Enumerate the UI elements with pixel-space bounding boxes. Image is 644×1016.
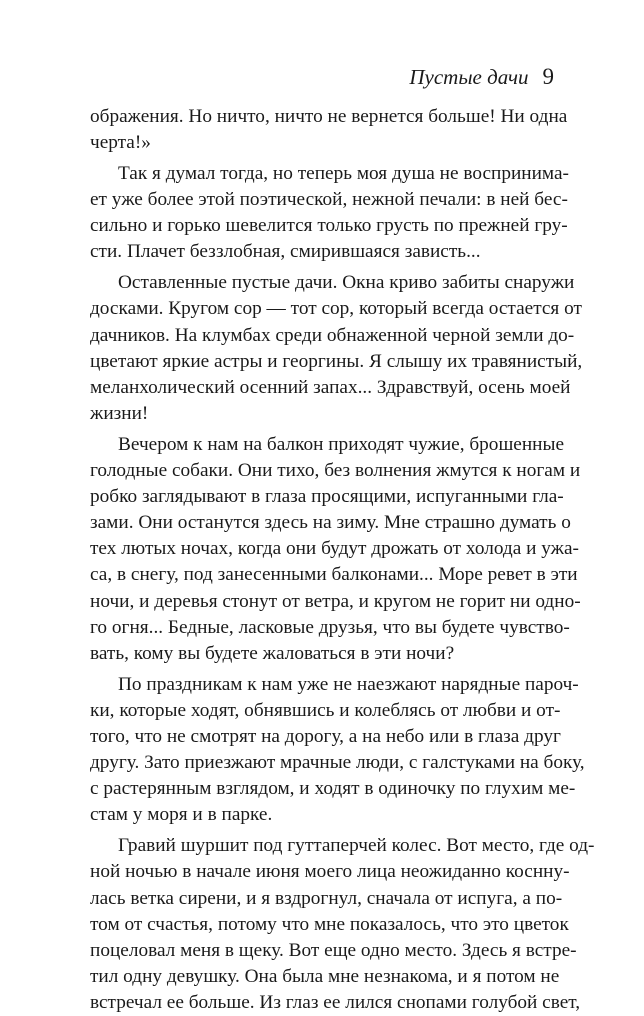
text-line: лась ветка сирени, и я вздрогнул, сначала от испуга, а по- <box>90 887 563 909</box>
text-line: тех лютых ночах, когда они будут дрожать от холода и ужа- <box>90 538 579 560</box>
text-line: вать, кому вы будете жаловаться в эти ночи? <box>90 642 455 664</box>
text-line: черта!» <box>90 132 151 154</box>
text-line: робко заглядывают в глаза просящими, испуганными гла- <box>90 486 564 508</box>
text-line: меланхолический осенний запах... Здравствуй, осень моей <box>90 376 571 398</box>
text-line: досками. Кругом сор — тот сор, который всегда остается от <box>90 298 582 320</box>
text-line: зами. Они останутся здесь на зиму. Мне страшно думать о <box>90 512 571 534</box>
paragraph <box>90 161 569 266</box>
text-line: цветают яркие астры и георгины. Я слышу их травянистый, <box>90 350 583 372</box>
running-head <box>409 64 554 94</box>
running-title: Пустые дачи <box>409 65 529 89</box>
body-text <box>90 104 595 1016</box>
text-line: сти. Плачет беззлобная, смирившаяся зависть... <box>90 241 481 263</box>
text-line: ночи, и деревья стонут от ветра, и кругом не горит ни одно- <box>90 590 581 612</box>
text-line: дачников. На клумбах среди обнаженной черной земли до- <box>90 324 575 346</box>
paragraph <box>90 270 583 427</box>
text-line: жизни! <box>90 402 149 424</box>
text-line: Оставленные пустые дачи. Окна криво забиты снаружи <box>118 272 575 294</box>
text-line: Вечером к нам на балкон приходят чужие, брошенные <box>118 433 564 455</box>
paragraph <box>90 104 568 156</box>
text-line: том от счастья, потому что мне показалось, что это цветок <box>90 913 569 935</box>
text-line: го огня... Бедные, ласковые друзья, что вы будете чувство- <box>90 616 570 638</box>
text-line: тил одну девушку. Она была мне незнакома, и я потом не <box>90 965 560 987</box>
text-line: того, что не смотрят на дорогу, а на небо или в глаза друг <box>90 725 561 747</box>
text-line: с растерянным взглядом, и ходят в одиночку по глухим ме- <box>90 778 576 800</box>
text-line: Так я думал тогда, но теперь моя душа не воспринима- <box>118 162 569 184</box>
text-line: стам у моря и в парке. <box>90 804 273 826</box>
text-line: Гравий шуршит под гуттаперчей колес. Вот место, где од- <box>118 835 595 857</box>
text-line: По праздникам к нам уже не наезжают нарядные пароч- <box>118 673 579 695</box>
text-line: голодные собаки. Они тихо, без волнения жмутся к ногам и <box>90 459 581 481</box>
paragraph <box>90 833 595 1016</box>
paragraph <box>90 432 581 667</box>
text-line: ображения. Но ничто, ничто не вернется больше! Ни одна <box>90 106 568 127</box>
page-number: 9 <box>542 64 554 89</box>
text-line: другу. Зато приезжают мрачные люди, с галстуками на боку, <box>90 752 585 774</box>
text-line: сильно и горько шевелится только грусть по прежней гру- <box>90 215 568 237</box>
text-line: ки, которые ходят, обнявшись и колеблясь от любви и от- <box>90 699 561 721</box>
text-line: са, в снегу, под занесенными балконами... Море ревет в эти <box>90 564 578 586</box>
paragraph <box>90 672 585 829</box>
text-line: ет уже более этой поэтической, нежной печали: в ней бес- <box>90 189 568 211</box>
text-line: ной ночью в начале июня моего лица неожиданно коснну- <box>90 861 570 883</box>
text-line: поцеловал меня в щеку. Вот еще одно место. Здесь я встре- <box>90 939 577 961</box>
text-line: встречал ее больше. Из глаз ее лился снопами голубой свет, <box>90 992 581 1014</box>
